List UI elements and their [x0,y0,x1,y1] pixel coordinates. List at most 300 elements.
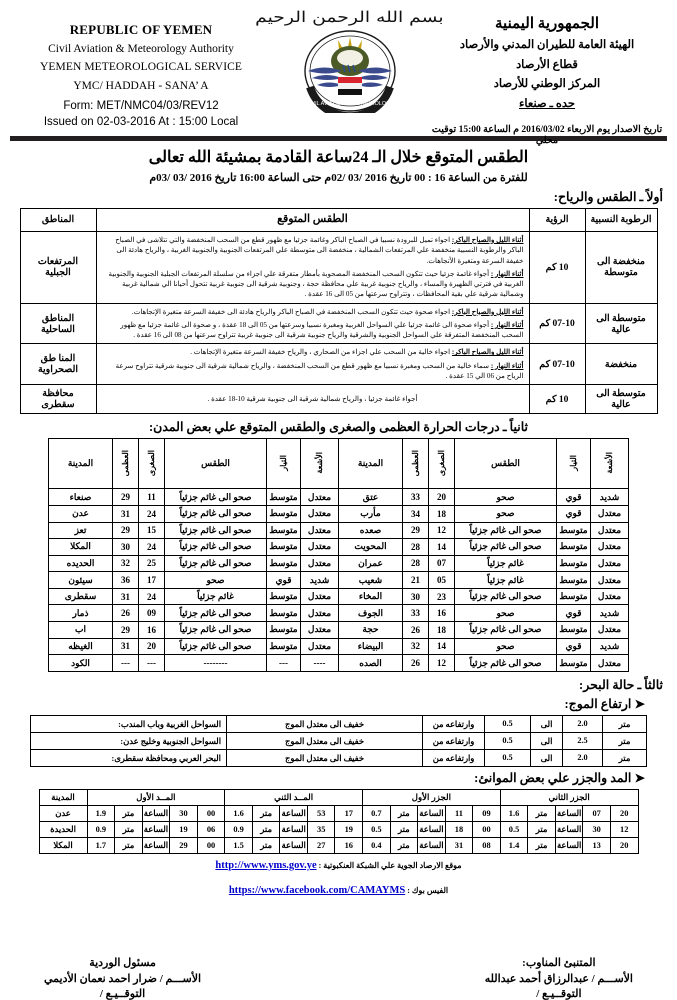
wind-cell: متوسط [267,505,301,522]
sector-name-ar: قطاع الأرصاد [516,58,578,71]
high2-height: 1.6 [225,805,253,821]
wind-cell: متوسط [267,622,301,639]
weather-cell: صحو [455,638,557,655]
max-temp-cell: --- [113,655,139,672]
forecaster-signature-label: التوقــيـع / [536,987,582,1000]
label-night: أثناء الليل والصباح الباكر: [451,348,524,357]
table-row [49,605,629,622]
document-header [10,6,667,147]
time-unit-label: الساعة [280,805,308,821]
page-title: الطقس المتوقع خلال الـ 24ساعة القادمة بمشيئة الله تعالى [148,149,529,166]
wind-cell: قوي [557,505,591,522]
high2-hours: 27 [307,837,335,853]
region-cell: المناطق الساحلية [20,303,96,344]
weather-cell: صحو الى غائم جزئياً [165,489,267,506]
header-logo-block [255,6,444,113]
uv-cell: معتدل [301,489,339,506]
max-temp-cell: 32 [113,555,139,572]
meter-unit-label: متر [252,821,280,837]
wave-unit-cell: متر [603,715,647,732]
table-row [31,732,647,749]
table-row [20,344,657,385]
city-cell: المكلا [49,539,113,556]
time-unit-label: الساعة [142,805,170,821]
table-row [49,638,629,655]
table-row [49,555,629,572]
visibility-cell: 07-10 كم [529,303,585,344]
weather-cell: صحو الى غائم جزئياً [165,555,267,572]
high1-minutes: 06 [197,821,225,837]
meter-unit-label: متر [528,805,556,821]
high2-minutes: 17 [335,805,363,821]
basmala-calligraphy: بسم الله الرحمن الرحيم [255,8,444,26]
wind-cell: قوي [557,605,591,622]
forecast-day-text: أجواء صحوة الى غائمة جزئيا علي السواحل الغربية ومغبرة نسبيا وسرعتها من 05 الى 18 عقدة ، و صحوة الى غائمة جزئيا مع ظهور السحب المنخفضة المتفرقة علي السواحل الجنوبية والشرقية والرياح جنوبية شرقية الى جنوبية غربية تتراوح سرعتها من 08 الى 16 عقدة . [120,320,524,340]
uv-cell: معتدل [301,555,339,572]
city-cell: مأرب [339,505,403,522]
max-temp-cell: 26 [113,605,139,622]
website-link[interactable]: http://www.yms.gov.ye [215,859,317,871]
max-temp-cell: 28 [403,539,429,556]
table-row [49,539,629,556]
max-temp-cell: 26 [403,622,429,639]
authority-emblem-icon [302,27,398,113]
table-row [31,715,647,732]
time-unit-label: الساعة [142,837,170,853]
max-temp-cell: 21 [403,572,429,589]
humidity-cell: متوسطة الى عالية [585,385,657,414]
col-max-right: العظمى [113,439,139,489]
min-temp-cell: 16 [139,622,165,639]
meter-unit-label: متر [390,837,418,853]
min-temp-cell: 16 [429,605,455,622]
min-temp-cell: 15 [139,522,165,539]
service-name-en: YEMEN METEOROLOGICAL SERVICE [39,61,243,74]
col-min-right: الصغرى [139,439,165,489]
wind-cell: متوسط [557,622,591,639]
weather-cell: صحو الى غائم جزئياً [165,622,267,639]
wind-cell: متوسط [267,588,301,605]
sea-area-cell: البحر العربي ومحافظة سقطرى: [31,749,227,766]
uv-cell: معتدل [591,622,629,639]
low2-minutes: 20 [610,837,638,853]
low1-height: 0.7 [363,805,391,821]
weather-cell: صحو [455,505,557,522]
visibility-cell: 10 كم [529,385,585,414]
table-row [20,303,657,344]
table-row [39,837,638,853]
low1-minutes: 08 [473,837,501,853]
max-temp-cell: 31 [113,588,139,605]
wave-height-label: وارتفاعه من [423,749,485,766]
wave-max-cell: 2.0 [563,749,603,766]
col-city: المدينة [39,789,87,805]
city-cell: صنعاء [49,489,113,506]
col-low-tide-2: الجزر الثاني [500,789,638,805]
region-cell: المرتفعات الجبلية [20,231,96,303]
city-cell: المخاء [339,588,403,605]
uv-cell: شديد [591,489,629,506]
uv-cell: معتدل [591,539,629,556]
wind-cell: متوسط [557,588,591,605]
time-unit-label: الساعة [555,837,583,853]
min-temp-cell: 20 [429,489,455,506]
weather-cell: صحو الى غائم جزئياً [455,539,557,556]
col-max-left: العظمى [403,439,429,489]
meter-unit-label: متر [528,821,556,837]
sea-area-cell: السواحل الغربية وباب المندب: [31,715,227,732]
table-row [49,505,629,522]
uv-cell: معتدل [301,605,339,622]
signature-block [10,898,667,1000]
meter-unit-label: متر [115,821,143,837]
subheading-wave-height: ➤ ارتفاع الموج: [564,696,645,711]
col-humidity: الرطوبة النسبية [585,209,657,232]
high1-hours: 19 [170,821,198,837]
forecast-cell [96,385,529,414]
wave-unit-cell: متر [603,732,647,749]
signature-shift-supervisor [44,956,201,1000]
time-unit-label: الساعة [555,821,583,837]
authority-name-ar: الهيئة العامة للطيران المدني والأرصاد [459,39,635,51]
min-temp-cell: 09 [139,605,165,622]
supervisor-name: الأســـم / ضرار احمد نعمان الأديمي [44,972,202,985]
wave-to-label: الى [531,749,563,766]
visibility-cell: 10 كم [529,231,585,303]
max-temp-cell: 29 [113,522,139,539]
city-cell: عدن [49,505,113,522]
wave-to-label: الى [531,715,563,732]
low1-hours: 11 [445,805,473,821]
wave-min-cell: 0.5 [485,732,531,749]
facebook-link[interactable]: https://www.facebook.com/CAMAYMS [228,884,406,896]
city-cell: الصده [339,655,403,672]
high2-height: 0.9 [225,821,253,837]
low1-minutes: 09 [473,805,501,821]
table-row [20,385,657,414]
city-cell: الغيظه [49,638,113,655]
meter-unit-label: متر [390,821,418,837]
city-cell: عتق [339,489,403,506]
uv-cell: معتدل [301,505,339,522]
meter-unit-label: متر [115,805,143,821]
uv-cell: معتدل [591,655,629,672]
min-temp-cell: 24 [139,539,165,556]
office-code-en: YMC/ HADDAH - SANA’ A [73,80,209,93]
forecaster-name: الأســـم / عبدالرزاق أحمد عبدالله [484,972,633,985]
meter-unit-label: متر [528,837,556,853]
wind-cell: متوسط [267,489,301,506]
country-name-ar: الجمهورية اليمنية [495,16,599,32]
uv-cell: معتدل [301,622,339,639]
wind-cell: متوسط [267,605,301,622]
country-name-en: REPUBLIC OF YEMEN [69,22,213,37]
region-cell: المنا طق الصحراوية [20,344,96,385]
high1-minutes: 00 [197,837,225,853]
high1-hours: 30 [170,805,198,821]
uv-cell: شديد [591,605,629,622]
col-city-right: المدينة [49,439,113,489]
time-unit-label: الساعة [142,821,170,837]
label-day: أثناء النهار : [490,269,524,278]
wave-max-cell: 2.5 [563,732,603,749]
weather-cell: غائم جزئياً [455,555,557,572]
col-high-tide-2: المــد الثني [225,789,363,805]
website-row [10,860,667,871]
high1-height: 0.9 [87,821,115,837]
high1-height: 1.9 [87,805,115,821]
col-weather-left: الطقس [455,439,557,489]
tide-city-cell: عدن [39,805,87,821]
uv-cell: ---- [301,655,339,672]
weather-cell: صحو الى غائم جزئياً [455,655,557,672]
svg-text:CIVIL AVIATION & METEOROLOGY: CIVIL AVIATION & METEOROLOGY [305,101,394,107]
time-unit-label: الساعة [280,821,308,837]
high1-height: 1.7 [87,837,115,853]
weather-cell: صحو الى غائم جزئياً [455,588,557,605]
col-weather-right: الطقس [165,439,267,489]
wind-cell: متوسط [557,555,591,572]
uv-cell: معتدل [591,505,629,522]
low2-minutes: 20 [610,805,638,821]
table-row [39,821,638,837]
weather-cell: صحو الى غائم جزئياً [165,605,267,622]
low2-height: 1.4 [500,837,528,853]
table-header-row [39,789,638,805]
region-cell: محافظة سقطرى [20,385,96,414]
uv-cell: معتدل [301,539,339,556]
wind-cell: متوسط [557,539,591,556]
min-temp-cell: 23 [429,588,455,605]
min-temp-cell: 18 [429,622,455,639]
col-low-tide-1: الجزر الأول [363,789,501,805]
weather-cell: صحو [165,572,267,589]
col-wind-right: التيار [267,439,301,489]
wave-desc-cell: خفيف الى معتدل الموج [227,732,423,749]
location-ar: حده ـ صنعاء [519,97,575,110]
col-wind-left: التيار [557,439,591,489]
wave-unit-cell: متر [603,749,647,766]
table-header-row [20,209,657,232]
min-temp-cell: 12 [429,655,455,672]
city-cell: سقطرى [49,588,113,605]
wave-max-cell: 2.0 [563,715,603,732]
col-city-left: المدينة [339,439,403,489]
uv-cell: شديد [301,572,339,589]
wave-min-cell: 0.5 [485,715,531,732]
col-uv-right: الأشعة [301,439,339,489]
wave-height-label: وارتفاعه من [423,715,485,732]
table-row [49,489,629,506]
table-row [20,231,657,303]
weather-cell: صحو الى غائم جزئياً [165,522,267,539]
city-cell: الجوف [339,605,403,622]
tide-rows [39,805,638,853]
high2-height: 1.5 [225,837,253,853]
authority-name-en: Civil Aviation & Meteorology Authority [48,42,234,55]
min-temp-cell: 14 [429,638,455,655]
forecast-day-text: سماء خالية من السحب ومغبرة نسبيا مع ظهور قطع من السحب المنخفضة ، والرياح شمالية شرقية الى جنوبية شرقية تتراوح سرعة الرياح من 06 الي 15 عقدة . [115,361,524,381]
weather-cell: -------- [165,655,267,672]
low2-height: 1.6 [500,805,528,821]
table-row [49,588,629,605]
min-temp-cell: 25 [139,555,165,572]
min-temp-cell: 20 [139,638,165,655]
max-temp-cell: 36 [113,572,139,589]
meter-unit-label: متر [115,837,143,853]
max-temp-cell: 29 [113,622,139,639]
time-unit-label: الساعة [418,821,446,837]
supervisor-signature-label: التوقــيـع / [99,987,146,1000]
city-cell: الكود [49,655,113,672]
min-temp-cell: 14 [429,539,455,556]
low1-height: 0.4 [363,837,391,853]
facebook-row [10,885,667,896]
col-region: المناطق [20,209,96,232]
form-number: Form: MET/NMC04/03/REV12 [63,100,219,113]
visibility-cell: 07-10 كم [529,344,585,385]
city-cell: تعز [49,522,113,539]
weather-cell: صحو الى غائم جزئياً [165,638,267,655]
label-day: أثناء النهار : [490,320,524,329]
uv-cell: معتدل [591,555,629,572]
table-header-row [49,439,629,489]
meter-unit-label: متر [390,805,418,821]
min-temp-cell: --- [139,655,165,672]
uv-cell: معتدل [301,522,339,539]
min-temp-cell: 17 [139,572,165,589]
issue-datetime-ar: تاريخ الاصدار يوم الاربعاء 2016/03/02 م الساعة 15:00 توقيت محلي [431,125,663,147]
min-temp-cell: 18 [429,505,455,522]
tide-city-cell: الحديدة [39,821,87,837]
humidity-cell: متوسطة الى عالية [585,303,657,344]
time-unit-label: الساعة [280,837,308,853]
high1-minutes: 00 [197,805,225,821]
col-forecast: الطقس المتوقع [96,209,529,232]
section-heading-sea-state: ثالثاً ـ حالة البحر: [579,677,663,692]
humidity-cell: منخفضة الى متوسطة [585,231,657,303]
low1-height: 0.5 [363,821,391,837]
section-heading-temperatures: ثانياً ـ درجات الحرارة العظمى والصغرى والطقس المتوقع علي بعض المدن: [149,420,528,435]
max-temp-cell: 29 [403,522,429,539]
meter-unit-label: متر [252,805,280,821]
humidity-cell: منخفضة [585,344,657,385]
wind-cell: --- [267,655,301,672]
meter-unit-label: متر [252,837,280,853]
col-uv-left: الأشعة [591,439,629,489]
wind-cell: متوسط [267,522,301,539]
wave-min-cell: 0.5 [485,749,531,766]
city-temperature-table [48,438,629,672]
weather-and-wind-table [20,208,658,414]
low2-hours: 30 [583,821,611,837]
max-temp-cell: 29 [113,489,139,506]
wind-cell: قوي [557,638,591,655]
high2-minutes: 19 [335,821,363,837]
uv-cell: معتدل [591,522,629,539]
high1-hours: 29 [170,837,198,853]
uv-cell: شديد [591,638,629,655]
label-night: أثناء الليل والصباح الباكر: [451,235,524,244]
facebook-label: الفيس بوك : [407,885,449,895]
min-temp-cell: 07 [429,555,455,572]
forecast-day-text: أجواء غائمة جزئيا ، والرياح شمالية شرقية الى جنوبية شرقية 10-18 عقدة . [207,395,418,404]
col-high-tide-1: المــد الأول [87,789,225,805]
label-day: أثناء النهار : [490,361,524,370]
col-min-left: الصغرى [429,439,455,489]
weather-cell: غائم جزئياً [165,588,267,605]
time-unit-label: الساعة [418,837,446,853]
wind-cell: متوسط [557,655,591,672]
max-temp-cell: 28 [403,555,429,572]
table-row [49,572,629,589]
forecaster-role: المتنبئ المناوب: [522,956,596,969]
bullet-icon: ➤ [634,770,645,785]
table-row [31,749,647,766]
max-temp-cell: 31 [113,505,139,522]
header-arabic-block [427,6,667,146]
low2-hours: 07 [583,805,611,821]
weather-cell: صحو الى غائم جزئياً [165,539,267,556]
high2-hours: 35 [307,821,335,837]
supervisor-role: مسئول الوردية [89,956,156,969]
issued-on-en: Issued on 02-03-2016 At : 15:00 Local [43,116,239,129]
max-temp-cell: 26 [403,655,429,672]
wind-cell: قوي [267,572,301,589]
section-heading-weather-wind: أولاً ـ الطقس والرياح: [553,190,663,204]
max-temp-cell: 34 [403,505,429,522]
low2-hours: 13 [583,837,611,853]
wave-desc-cell: خفيف الى معتدل الموج [227,749,423,766]
weather-cell: صحو الى غائم جزئياً [165,505,267,522]
city-cell: المحويت [339,539,403,556]
city-cell: صعده [339,522,403,539]
table-row [49,622,629,639]
weather-cell: صحو [455,489,557,506]
city-cell: عمران [339,555,403,572]
uv-cell: معتدل [591,588,629,605]
low1-minutes: 00 [473,821,501,837]
uv-cell: معتدل [301,588,339,605]
city-cell: شعيب [339,572,403,589]
weather-cell: غائم جزئياً [455,572,557,589]
tide-table [39,789,639,854]
max-temp-cell: 31 [113,638,139,655]
forecast-period: للفترة من الساعة 16 : 00 تاريخ 2016 /03 /02م حتى الساعة 16:00 تاريخ 2016 /03 /03م [149,172,528,184]
max-temp-cell: 33 [403,489,429,506]
table-row [49,655,629,672]
high2-hours: 53 [307,805,335,821]
wind-cell: متوسط [557,572,591,589]
header-english-block [10,6,272,128]
min-temp-cell: 05 [429,572,455,589]
col-visibility: الرؤية [529,209,585,232]
wave-height-label: وارتفاعه من [423,732,485,749]
center-name-ar: المركز الوطني للأرصاد [493,78,601,91]
min-temp-cell: 24 [139,505,165,522]
temperature-rows [49,489,629,672]
weather-cell: صحو [455,605,557,622]
max-temp-cell: 30 [403,588,429,605]
forecast-night-text: اجواء صحوة حيث تتكون السحب المنخفضة في الصباح الباكر والرياح هادئة الى خفيفة السرعة متغيرة الإتجاهات. [131,307,451,316]
city-cell: ذمار [49,605,113,622]
forecast-cell [96,344,529,385]
city-cell: حجة [339,622,403,639]
website-label: موقع الارصاد الجوية علي الشبكة العنكبوتية : [318,860,462,870]
max-temp-cell: 30 [113,539,139,556]
min-temp-cell: 24 [139,588,165,605]
min-temp-cell: 12 [429,522,455,539]
